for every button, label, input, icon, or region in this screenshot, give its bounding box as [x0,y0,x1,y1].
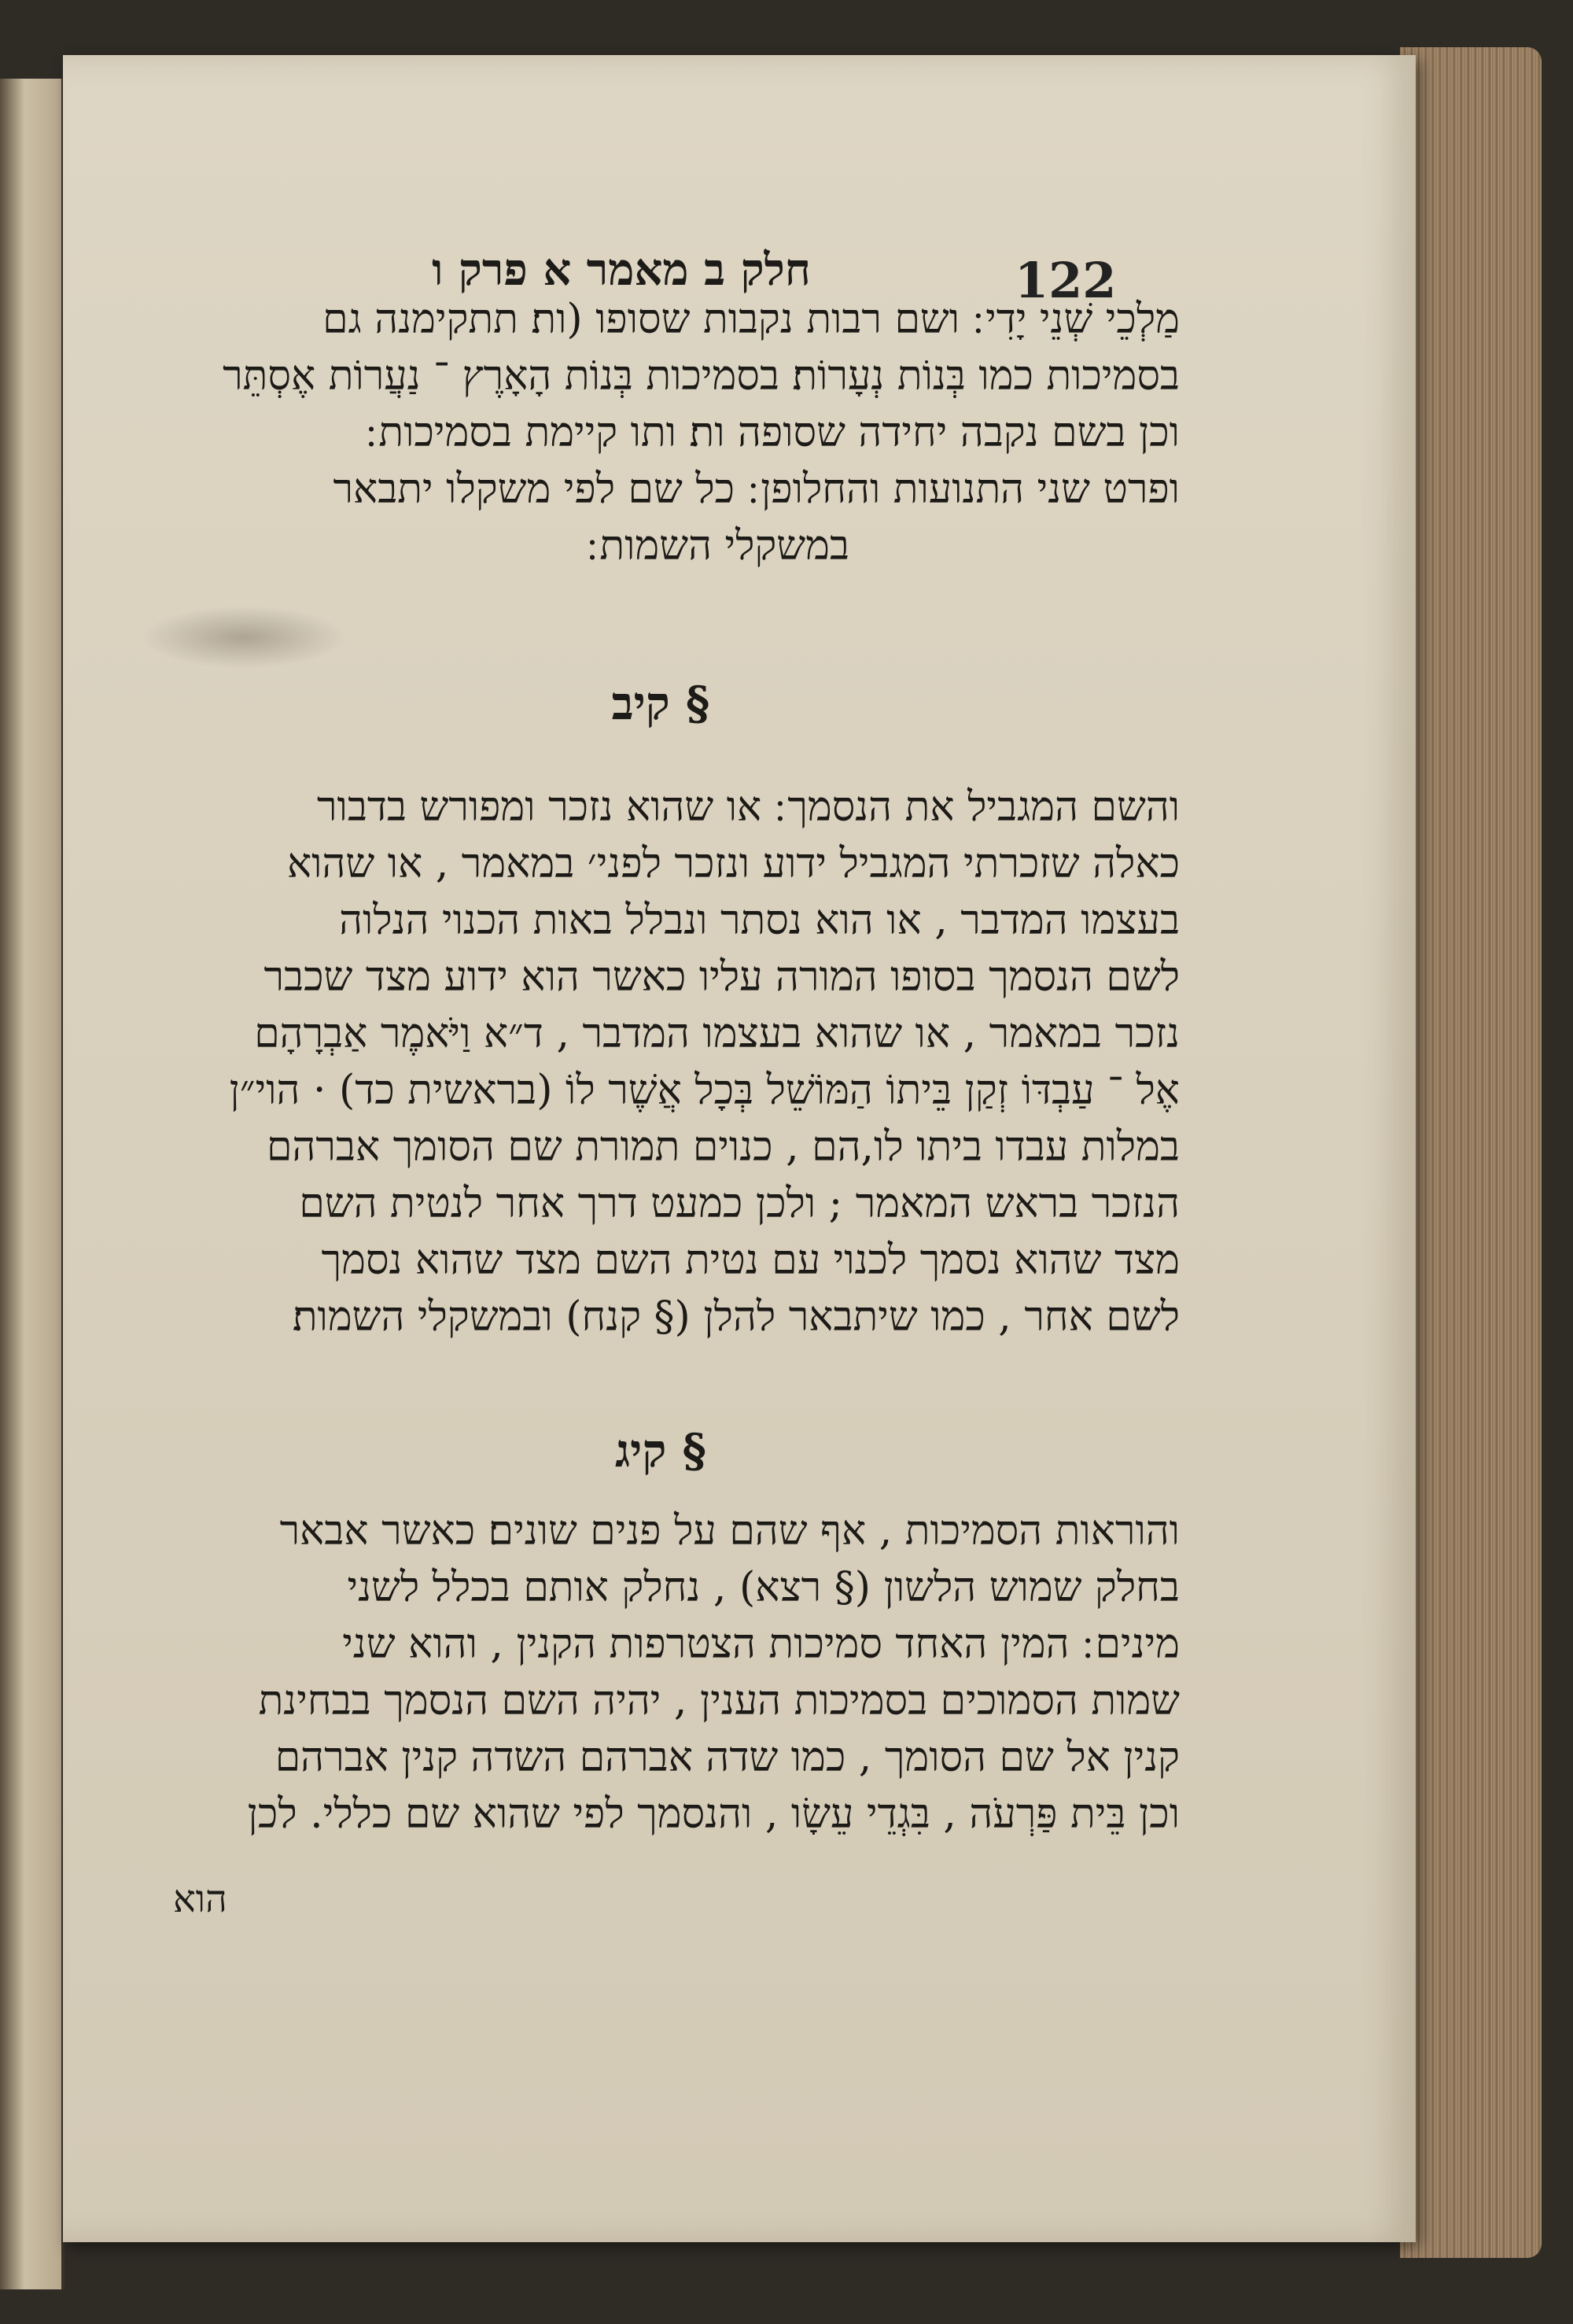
text-line: וכן בשם נקבה יחידה שסופה ות׃ ותו קיימת בסמיכות ׃ [365,409,1180,456]
text-line: בחלק שמוש הלשון (§ רצא) , נחלק אותם בכלל לשני [347,1564,1180,1611]
text-line: קנין אל שם הסומך , כמו שדה אברהם השדה קנין אברהם [274,1734,1180,1781]
section-heading-112: § קיב [611,677,710,730]
text-line: לשם אחר , כמו שיתבאר להלן (§ קנח) ובמשקלי השמות׃ [292,1293,1180,1341]
text-line: כאלה שזכרתי המגביל ידוע ונזכר לפני׳ במאמר , או שהוא [286,840,1180,887]
page-number: 122 [1015,252,1117,309]
text-line: והוראות הסמיכות , אף שהם על פנים שונים׃ כאשר אבאר [279,1507,1180,1555]
ink-smudge [142,606,346,669]
text-line: אֶל ־ עַבְדּוֹ זְקַן בֵּיתוֹ הַמּוֹשֵׁל בְּכָל אֲשֶׁר לוֹ (בראשית כד) · הוי״ן [229,1067,1180,1114]
section-113-text [126,1503,1180,1843]
text-line: שמות הסמוכים בסמיכות הענין , יהיה השם הנסמך בבחינת [258,1677,1180,1725]
text-line: ופרט שני התנועות והחלופן ׃ כל שם לפי משקלו יתבאר [333,466,1180,513]
text-line: מינים ׃ המין האחד סמיכות הצטרפות הקנין , והוא שני [342,1621,1180,1668]
text-line: במלות עבדו ביתו לו,הם , כנוים תמורת שם הסומך אברהם [267,1123,1180,1171]
page-block-edge [1400,47,1542,2258]
text-line: בסמיכות כמו בְּנוֹת נְעָרוֹת׃ בסמיכות בְּנוֹת הָאָרֶץ ־ נַעֲרוֹת אֶסְתֵּר [223,352,1180,400]
page-header [63,197,1416,309]
text-line: הנזכר בראש המאמר ; ולכן כמעט דרך אחר לנטית השם [299,1180,1180,1227]
text-line: מַלְכֵי שְׁנֵי יָדִי ׃ ושם רבות נקבות שסופו (ות׃ תתקימנה גם [322,296,1180,343]
text-line: וכן בֵּית פַּרְעֹה , בִּגְדֵי עֵשָׂו , והנסמך לפי שהוא שם כללי. לכן [247,1791,1180,1838]
section-heading-113: § קיג [615,1424,706,1477]
text-line: במשקלי השמות ׃ [586,522,849,570]
text-line: מצד שהוא נסמך לכנוי עם נטית השם מצד שהוא נסמך [321,1237,1180,1284]
paragraph-continuation [126,291,1180,574]
text-line: והשם המגביל את הנסמך ׃ או שהוא נזכר ומפורש בדבור [317,784,1180,831]
catchword: הוא [173,1877,227,1921]
text-line: בעצמו המדבר , או הוא נסתר ונבלל באות הכנוי הנלוה [339,897,1180,944]
text-line: נזכר במאמר , או שהוא בעצמו המדבר , ד״א וַיֹּאמֶר אַבְרָהָם [254,1010,1180,1057]
facing-page-edge [0,79,64,2289]
section-112-text [126,779,1180,1345]
text-line: לשם הנסמך בסופו המורה עליו כאשר הוא ידוע מצד שכבר [263,954,1180,1001]
book-page [63,55,1416,2242]
running-head: חלק ב מאמר א פרק ו [432,244,811,296]
